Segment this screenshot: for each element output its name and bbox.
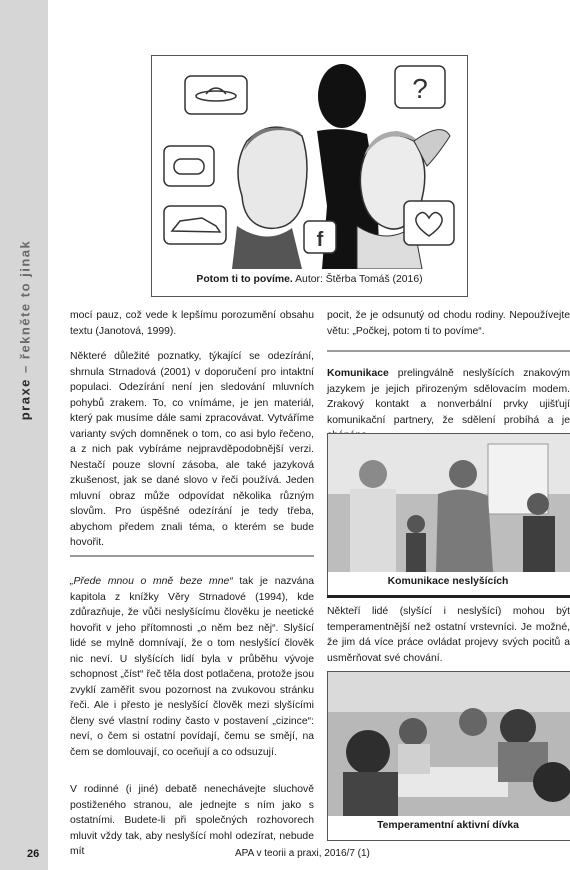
sidebar: [0, 0, 48, 870]
journal-footer: APA v teorii a praxi, 2016/7 (1): [235, 848, 370, 859]
right-paragraph-2: Komunikace prelingválně neslyšících znakovým jazykem je jejich přirozeným sdělovacím modem. Zrakový kontakt a nonverbální prvky ujišťují komunikační partnery, že sdělení probíhá a je: [327, 368, 570, 426]
right-paragraph-3: Někteří lidé (slyšící i neslyšící) mohou být temperamentnější než ostatní vrstevníci. Je možné, že jim dá více práce ovládat projevy svých pocitů a usměrňovat své chování.: [327, 606, 570, 664]
man-figure: [232, 127, 307, 269]
photo-communication: [327, 433, 570, 597]
heart-icon: [404, 201, 454, 245]
photo-temperamental: [327, 671, 570, 841]
gamepad-icon: [164, 146, 214, 186]
svg-text:?: ?: [412, 73, 428, 104]
cartoon-illustration: [152, 56, 467, 269]
photo-caption-temperamental: Temperamentní aktivní dívka: [377, 820, 519, 831]
woman-figure: [357, 130, 450, 269]
left-paragraph-1: mocí pauz, což vede k lepšímu porozumění obsahu textu (Janotová, 1999).: [70, 310, 314, 337]
question-mark-icon: [395, 66, 445, 108]
photo-caption-communication: Komunikace neslyšících: [387, 576, 509, 587]
column-separator: [70, 555, 314, 557]
svg-text:f: f: [316, 229, 324, 251]
left-paragraph-2: Některé důležité poznatky, týkající se odezírání, shrnula Strnadová (2001) v doporučení pro intaktní populaci. Odezírání není jen sledování mluvních pohybů zrakem. To, co vnímáme, je jen materiál, který pak musíme dále sami zpracovávat. Vytváříme varianty svých domněnek o tom, co asi bylo řečeno, a z nich pak vybíráme nejpravděpodobnější verzi. Nestačí pouze slovní zásoba, ale také jazyková zkušenost, jak se dané slovo v řeči používá. Jeden mluvní obraz může odpovídat několika různým slovům. Pro úspěšné odezírání je tedy třeba, abychom předem znali téma, o kterém se bude hovořit.: [70, 351, 314, 548]
photo-communication-image: [328, 434, 570, 572]
page-number: 26: [27, 848, 40, 860]
cartoon-figure: [151, 55, 468, 297]
figure-caption: Potom ti to povíme. Autor: Štěrba Tomáš (2016): [196, 274, 423, 285]
right-paragraph-1: pocit, že je odsunutý od chodu rodiny. Nepoužívejte větu: „Počkej, potom ti to povíme“.: [327, 310, 570, 337]
photo-temperamental-image: [328, 672, 570, 816]
left-paragraph-4: V rodinné (i jiné) debatě nenechávejte sluchově postiženého stranou, ale jednejte s ním jako s ostatními. Budete-li při společných rozhovorech mluvit vždy tak, aby neslyšící mohl odezírat, nebude mít: [70, 784, 314, 857]
column-separator: [327, 350, 570, 352]
left-paragraph-3: „Přede mnou o mně beze mne“ tak je nazvána kapitola z knížky Věry Strnadové (1994), kde zdůrazňuje, že vůči neslyšícímu člověku je neetické hovořit v jeho přítomnosti „o něm bez něj“. Slyšící lidé se mylně domnívají, že o tom neslyšící člověk nic neví. U slyšících lidí byla v průběhu vývoje schopnost „číst“ řeč těla dost potlačena, protože jsou zvyklí zaměřit svou pozornost na zvukovou stránku řeči. Ale i přesto je neslyšící člověk mezi slyšícími členy své vlastní rodiny často v postavení „cizince“: neví, o čem si ostatní povídají, čemu se smějí, na čem se domlouvají, co oceňují a co odsuzují.: [70, 576, 314, 758]
caption-rule: [327, 595, 570, 598]
facebook-icon: [304, 221, 336, 253]
section-label: praxe – řekněte to jinak: [17, 239, 33, 421]
ufo-icon: [185, 76, 247, 114]
car-icon: [164, 206, 226, 244]
